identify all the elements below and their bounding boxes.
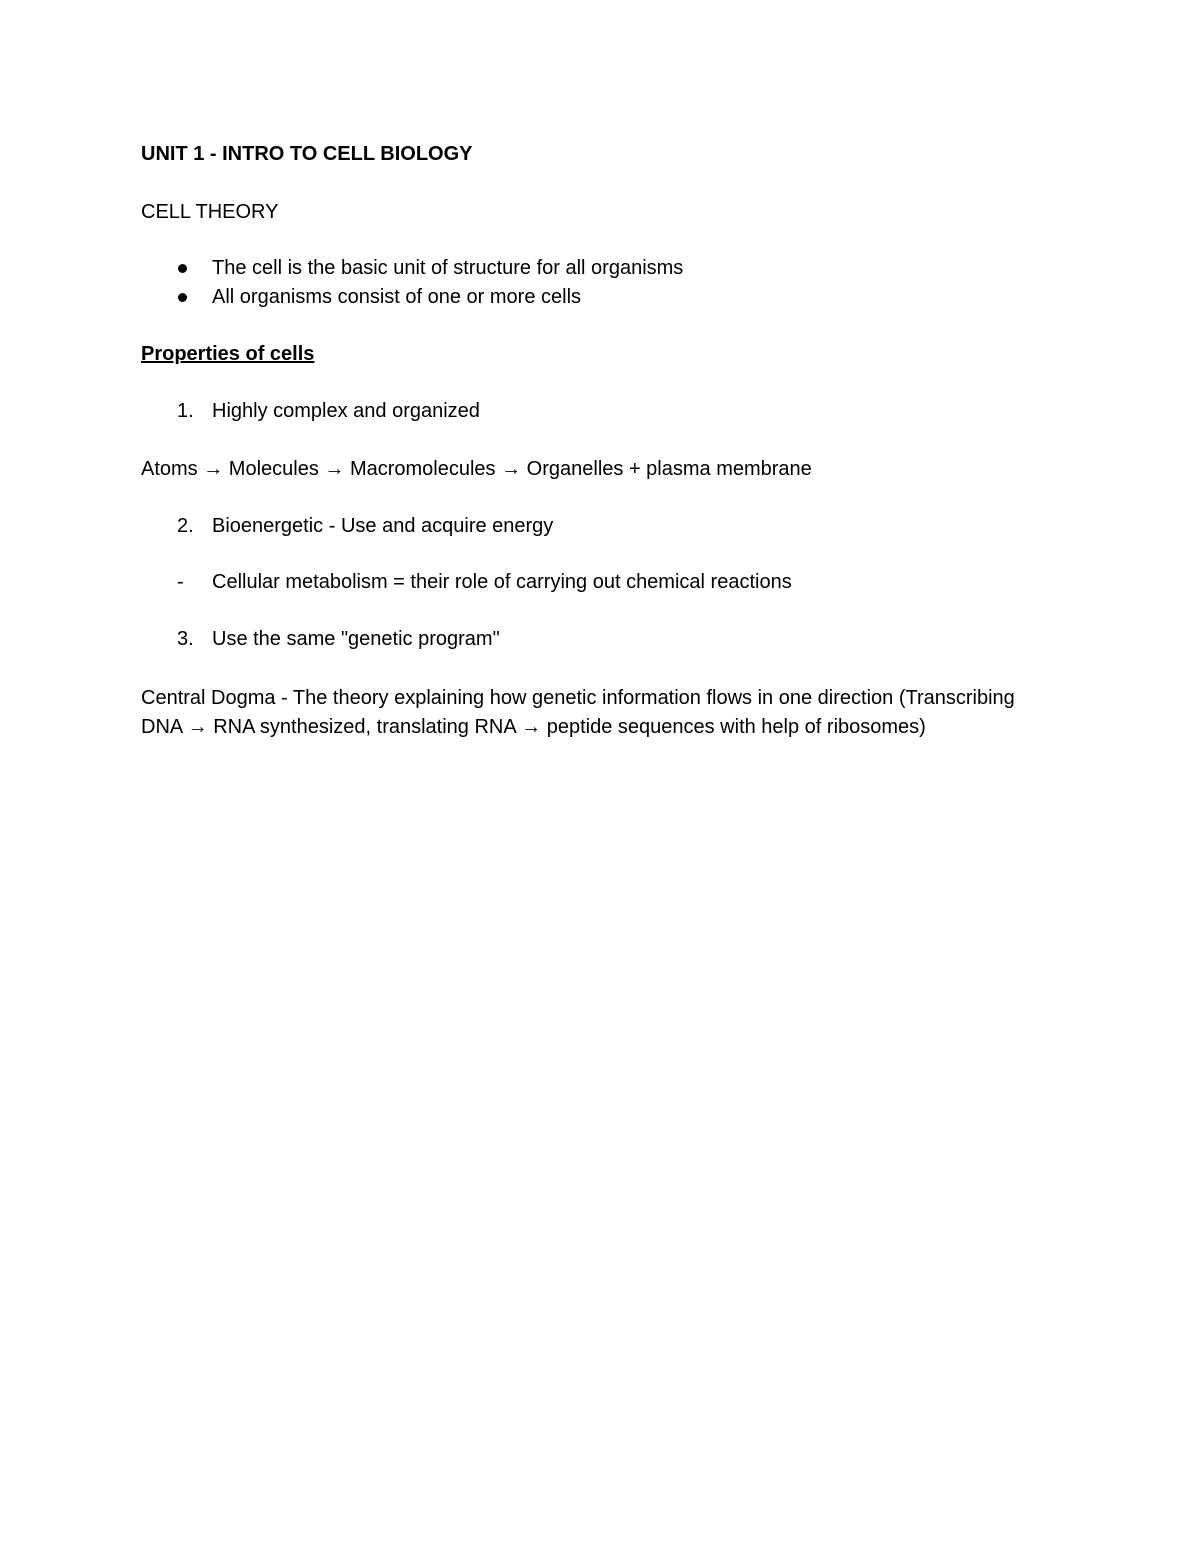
- properties-heading: Properties of cells: [141, 343, 315, 365]
- cell-theory-heading: CELL THEORY: [141, 201, 279, 223]
- central-dogma-paragraph: Central Dogma - The theory explaining how genetic information flows in one direction (Transcribing DNA → RNA synthesized, translating RNA → peptide sequences with help of ribosomes): [141, 687, 1015, 738]
- dash-item: [141, 570, 1091, 594]
- bullet-icon: [178, 264, 187, 273]
- numbered-item: [141, 627, 1091, 651]
- item-number: 1.: [177, 400, 194, 422]
- dash-marker: -: [177, 571, 184, 593]
- numbered-item: [141, 514, 1091, 538]
- cell-theory-bullet: [141, 256, 1091, 280]
- item-number: 2.: [177, 515, 194, 537]
- item-text: Bioenergetic - Use and acquire energy: [212, 515, 554, 537]
- item-text: Use the same "genetic program": [212, 628, 500, 650]
- document-title: UNIT 1 - INTRO TO CELL BIOLOGY: [141, 143, 473, 165]
- bullet-text: The cell is the basic unit of structure for all organisms: [212, 257, 684, 279]
- item-number: 3.: [177, 628, 194, 650]
- bullet-text: All organisms consist of one or more cells: [212, 286, 582, 308]
- cell-theory-bullet: [141, 285, 1091, 309]
- bullet-icon: [178, 293, 187, 302]
- numbered-item: [141, 399, 1091, 423]
- item-text: Highly complex and organized: [212, 400, 480, 422]
- hierarchy-flow-line: Atoms → Molecules → Macromolecules → Organelles + plasma membrane: [141, 458, 812, 480]
- item-text: Cellular metabolism = their role of carrying out chemical reactions: [212, 571, 792, 593]
